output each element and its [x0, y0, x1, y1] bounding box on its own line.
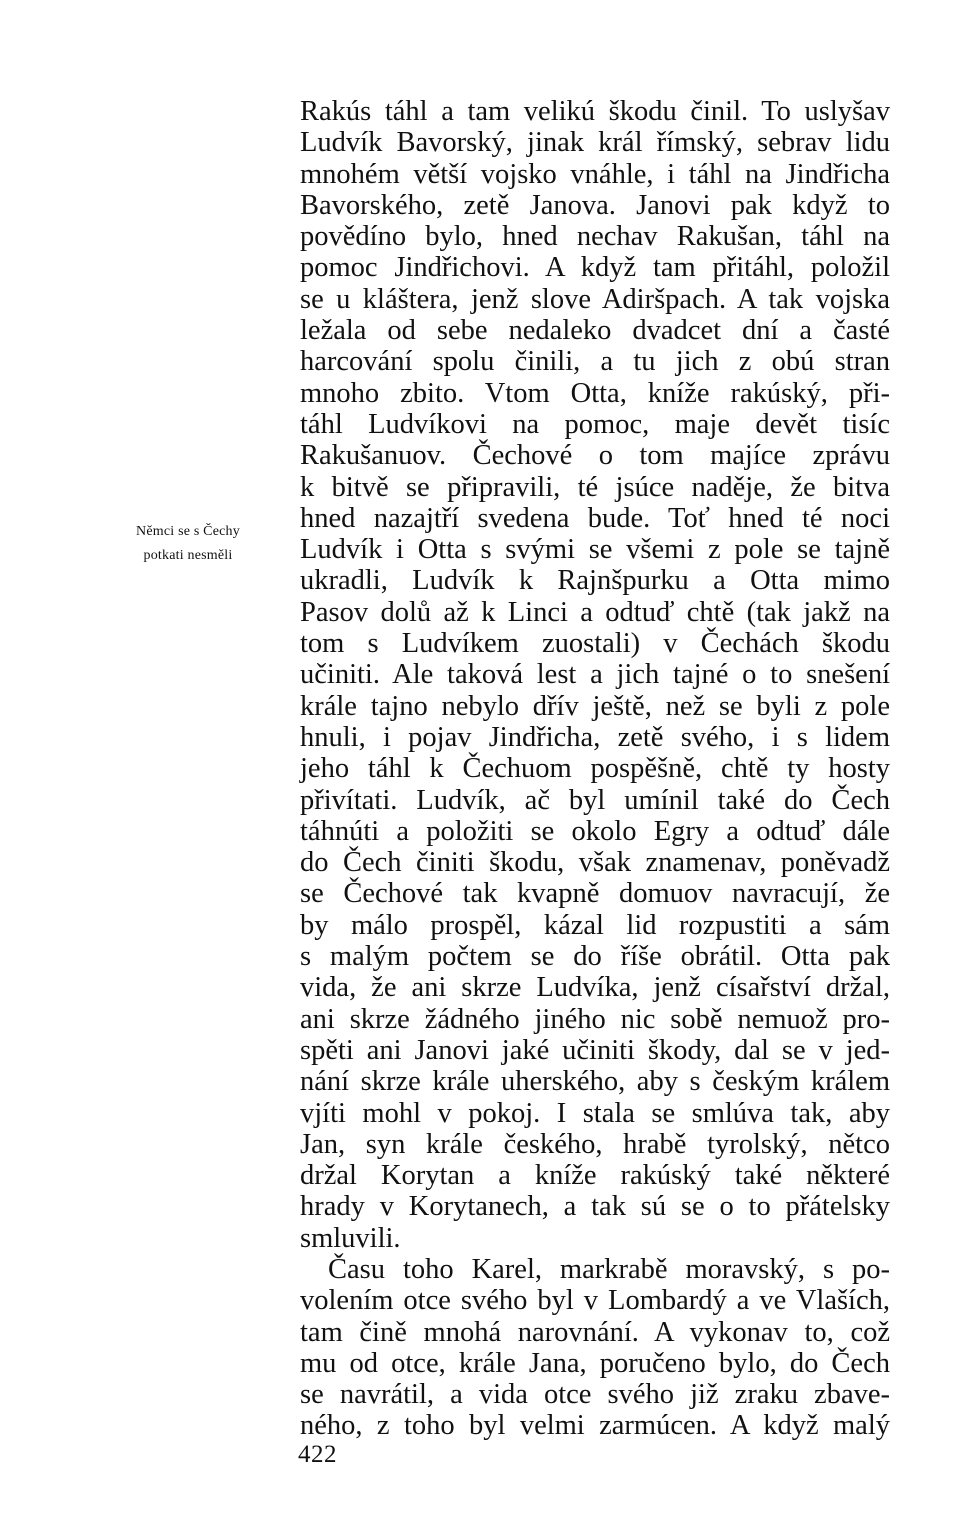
text-line: mu od otce, krále Jana, poručeno bylo, do Čech — [300, 1347, 890, 1379]
text-line: učiniti. Ale taková lest a jich tajné o to snešení — [300, 659, 890, 691]
text-line: se navrátil, a vida otce svého již zraku zbave- — [300, 1379, 890, 1411]
text-line: by málo prospěl, kázal lid rozpustiti a sám — [300, 909, 890, 941]
text-line: Bavorského, zetě Janova. Janovi pak když to — [300, 189, 890, 221]
body-text — [300, 96, 890, 1442]
text-line: držal Korytan a kníže rakúský také některé — [300, 1160, 890, 1192]
text-line: Ludvík i Otta s svými se všemi z pole se tajně — [300, 534, 890, 566]
margin-note-line-2: potkati nesměli — [143, 548, 233, 563]
text-line: přivítati. Ludvík, ač byl umínil také do Čech — [300, 784, 890, 816]
text-line: povědíno bylo, hned nechav Rakušan, táhl na — [300, 221, 890, 253]
text-line: Času toho Karel, markrabě moravský, s po- — [328, 1253, 890, 1285]
text-line: Pasov dolů až k Linci a odtuď chtě (tak jakž na — [300, 596, 890, 628]
text-line: mnoho zbito. Vtom Otta, kníže rakúský, při- — [300, 377, 890, 409]
text-line: harcování spolu činili, a tu jich z obú stran — [300, 346, 890, 378]
text-line: volením otce svého byl v Lombardý a ve Vlaších, — [300, 1285, 890, 1317]
text-line: tam čině mnohá narovnání. A vykonav to, což — [300, 1316, 890, 1348]
text-line: smluvili. — [300, 1222, 401, 1254]
text-line: Jan, syn krále českého, hrabě tyrolský, nětco — [300, 1128, 890, 1160]
text-line: táhnúti a položiti se okolo Egry a odtuď dále — [300, 815, 890, 847]
text-line: tom s Ludvíkem zuostali) v Čechách škodu — [300, 628, 890, 660]
text-line: táhl Ludvíkovi na pomoc, maje devět tisíc — [300, 408, 890, 440]
text-line: hrady v Korytanech, a tak sú se o to přátelsky — [300, 1191, 890, 1223]
text-line: Ludvík Bavorský, jinak král římský, sebrav lidu — [300, 127, 890, 159]
text-line: mnohém větší vojsko vnáhle, i táhl na Jindřicha — [300, 158, 890, 190]
text-line: s malým počtem se do říše obrátil. Otta pak — [300, 941, 890, 973]
text-line: spěti ani Janovi jaké učiniti škody, dal se v jed- — [300, 1034, 890, 1066]
margin-note — [108, 520, 268, 568]
text-line: hnuli, i pojav Jindřicha, zetě svého, i s lidem — [300, 721, 890, 753]
page-number: 422 — [298, 1441, 337, 1468]
text-line: ani skrze žádného jiného nic sobě nemuož pro- — [300, 1003, 890, 1035]
text-line: krále tajno nebylo dřív ještě, než se byli z pole — [300, 690, 890, 722]
paragraph-2 — [300, 1254, 890, 1442]
text-line: k bitvě se připravili, té jsúce naděje, že bitva — [300, 471, 890, 503]
text-line: ležala od sebe nedaleko dvadcet dní a časté — [300, 315, 890, 347]
margin-note-line-1: Němci se s Čechy — [136, 524, 240, 539]
text-line: Rakús táhl a tam velikú škodu činil. To uslyšav — [300, 96, 890, 127]
text-line: vida, že ani skrze Ludvíka, jenž císařství držal, — [300, 972, 890, 1004]
paragraph-1 — [300, 96, 890, 1254]
text-line: hned nazajtří svedena bude. Toť hned té noci — [300, 502, 890, 534]
text-line: vjíti mohl v pokoj. I stala se smlúva tak, aby — [300, 1097, 890, 1129]
text-line: Rakušanuov. Čechové o tom majíce zprávu — [300, 440, 890, 472]
text-line: se Čechové tak kvapně domuov navracují, že — [300, 878, 890, 910]
text-line: pomoc Jindřichovi. A když tam přitáhl, položil — [300, 252, 890, 284]
text-line: jeho táhl k Čechuom pospěšně, chtě ty hosty — [300, 753, 890, 785]
text-line: se u kláštera, jenž slove Adiršpach. A tak vojska — [300, 283, 890, 315]
text-line: ukradli, Ludvík k Rajnšpurku a Otta mimo — [300, 565, 890, 597]
text-line: ného, z toho byl velmi zarmúcen. A když malý — [300, 1410, 890, 1442]
text-line: nání skrze krále uherského, aby s českým králem — [300, 1066, 890, 1098]
text-line: do Čech činiti škodu, však znamenav, poněvadž — [300, 847, 890, 879]
